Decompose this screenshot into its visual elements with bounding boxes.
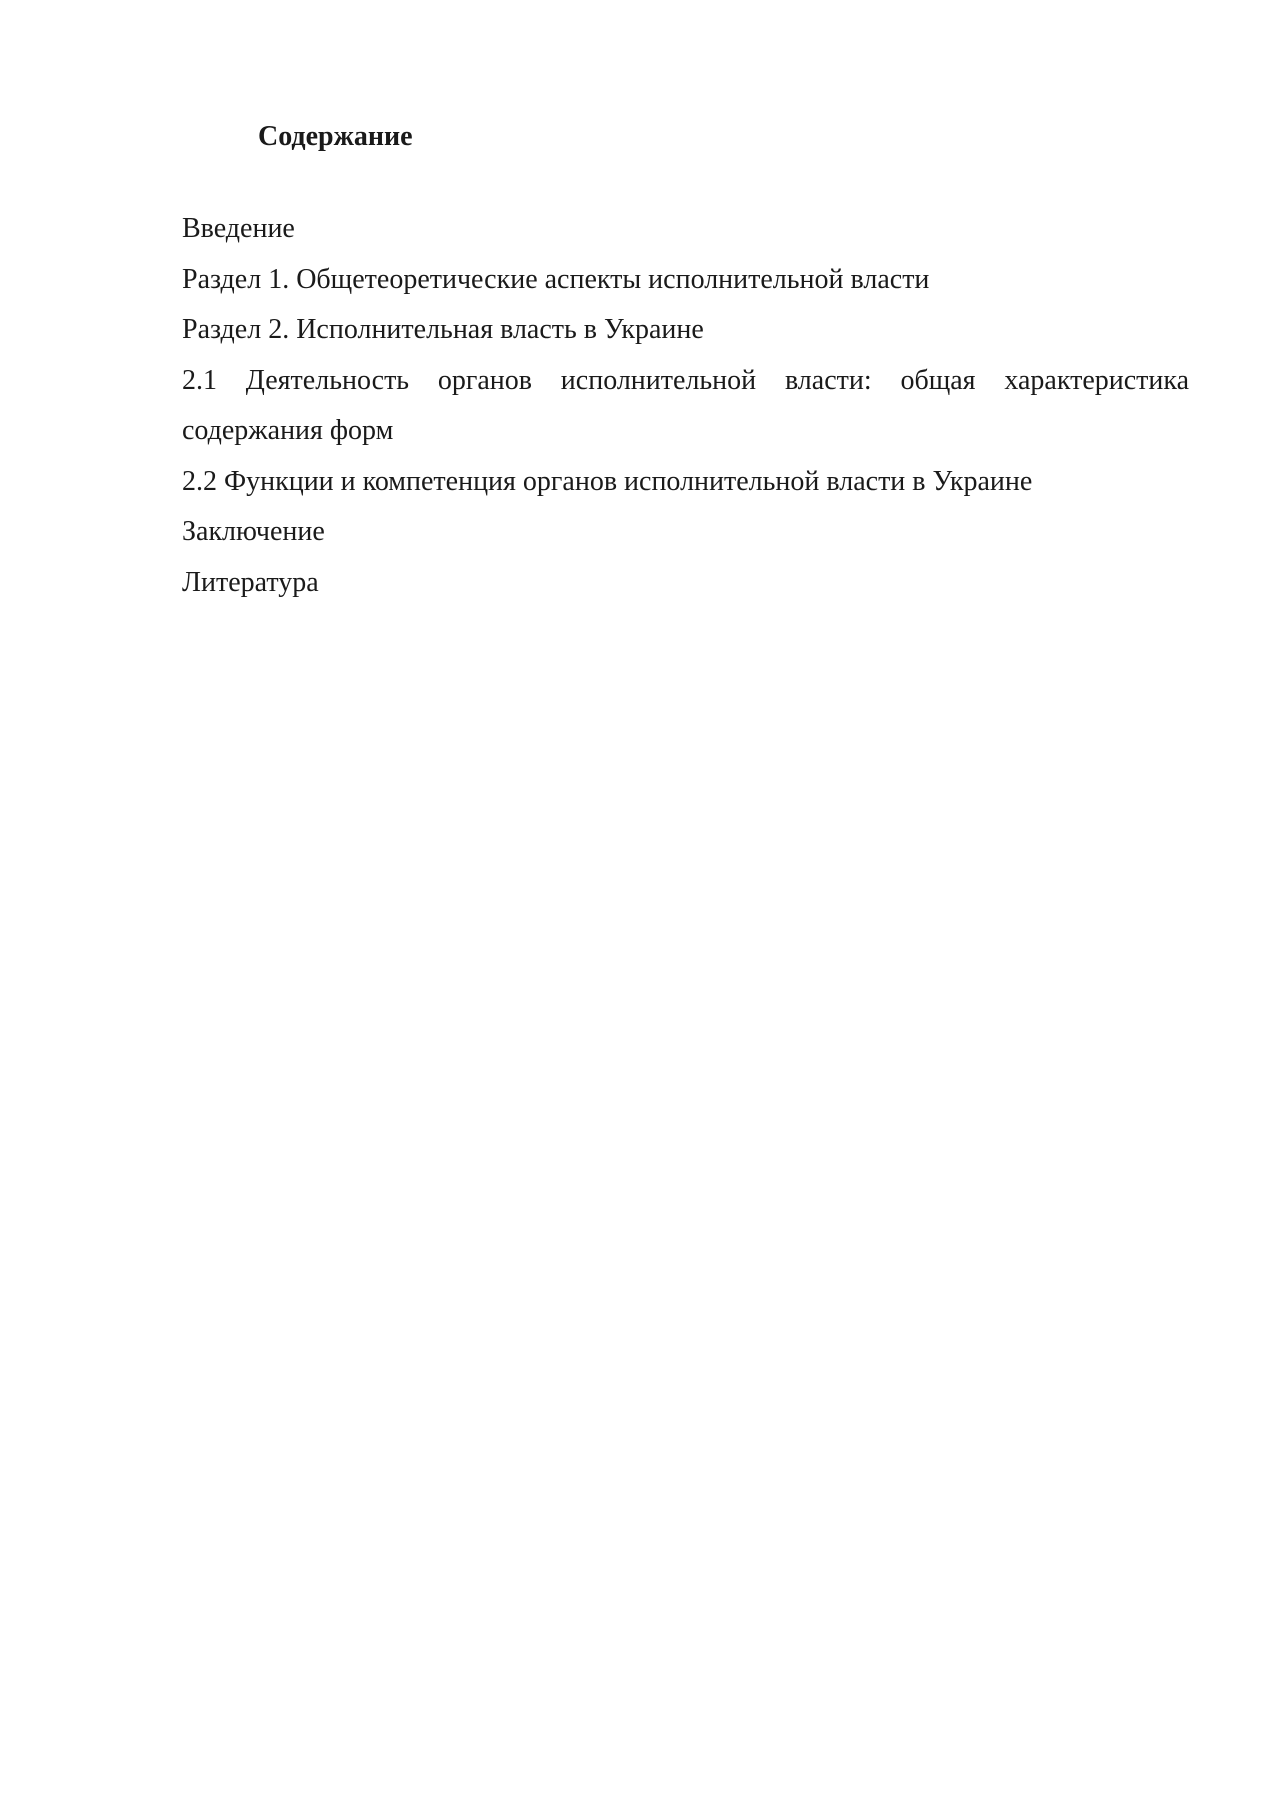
toc-item-conclusion: Заключение [182, 516, 325, 547]
toc-item-literature: Литература [182, 566, 319, 598]
toc-item-section-1: Раздел 1. Общетеоретические аспекты исполнительной власти [182, 263, 930, 295]
toc-item-section-2-2: 2.2 Функции и компетенция органов исполнительной власти в Украине [182, 465, 1033, 497]
table-of-contents [182, 204, 1189, 608]
toc-item-introduction: Введение [182, 213, 295, 244]
toc-item-section-2-1: 2.1 Деятельность органов исполнительной власти: общая характеристика содержания форм [182, 364, 1189, 446]
toc-heading: Содержание [258, 121, 413, 152]
toc-item-section-2: Раздел 2. Исполнительная власть в Украине [182, 314, 704, 345]
